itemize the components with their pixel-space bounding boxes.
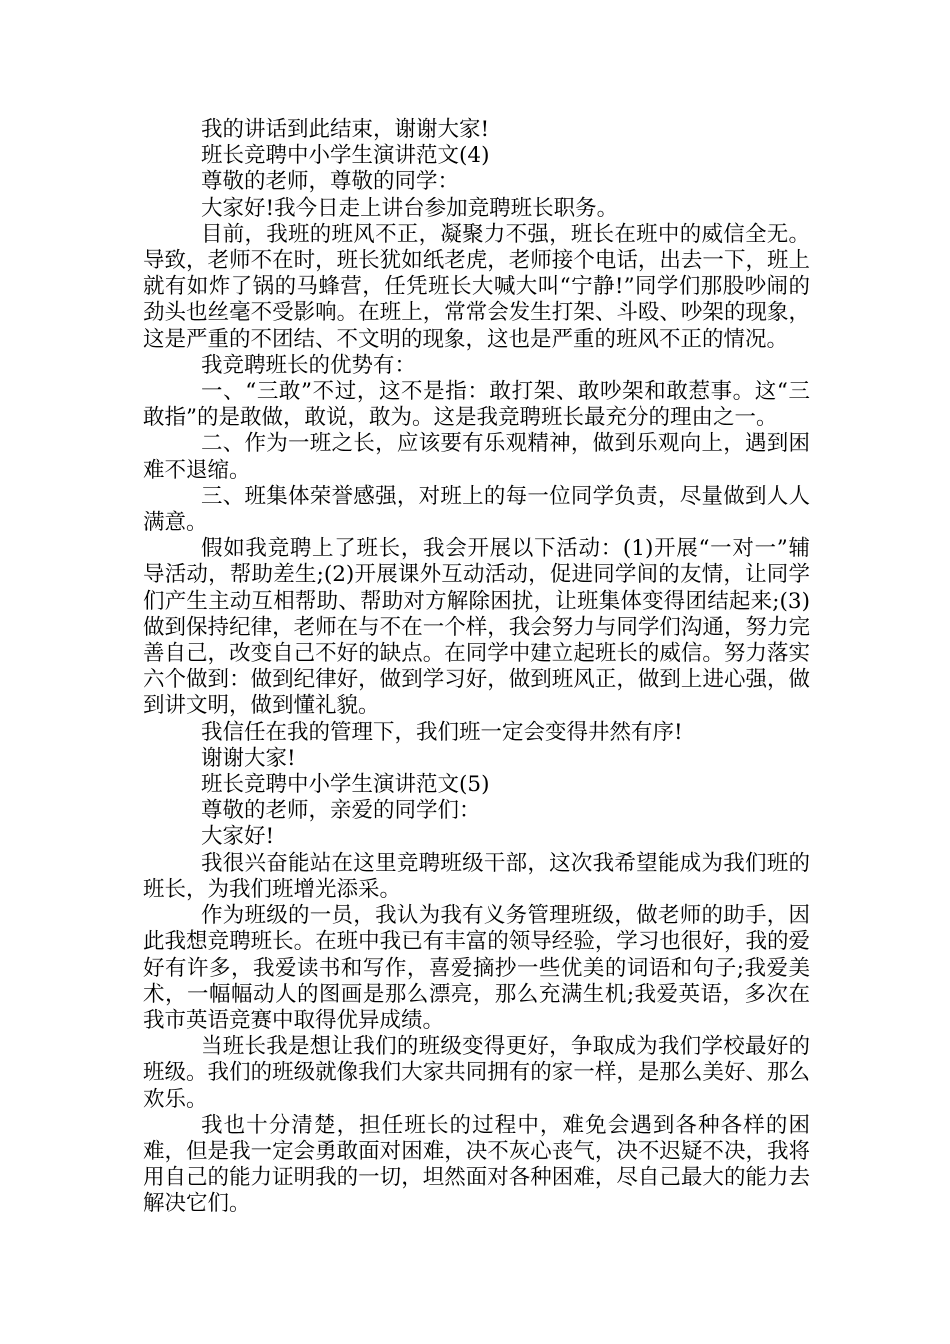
salutation: 尊敬的老师，亲爱的同学们：: [201, 798, 481, 824]
section-title-4: 班长竞聘中小学生演讲范文(4): [201, 143, 490, 169]
greeting: 大家好!我今日走上讲台参加竞聘班长职务。: [201, 195, 619, 221]
document-body: [143, 117, 810, 1218]
body-paragraph: 我很兴奋能站在这里竞聘班级干部，这次我希望能成为我们班的班长，为我们班增光添采。: [143, 850, 810, 902]
body-paragraph: 二、作为一班之长，应该要有乐观精神，做到乐观向上，遇到困难不退缩。: [143, 431, 810, 483]
greeting: 大家好!: [201, 824, 275, 850]
body-paragraph: 当班长我是想让我们的班级变得更好，争取成为我们学校最好的班级。我们的班级就像我们大家共同拥有的家一样，是那么美好、那么欢乐。: [143, 1034, 810, 1112]
body-paragraph: 我竞聘班长的优势有：: [201, 352, 417, 378]
body-paragraph: 一、“三敢”不过，这不是指：敢打架、敢吵架和敢惹事。这“三敢指”的是敢做，敢说，敢为。这是我竞聘班长最充分的理由之一。: [143, 379, 810, 431]
salutation: 尊敬的老师，尊敬的同学：: [201, 169, 460, 195]
body-paragraph: 目前，我班的班风不正，凝聚力不强，班长在班中的威信全无。导致，老师不在时，班长犹如纸老虎，老师接个电话，出去一下，班上就有如炸了锅的马蜂营，任凭班长大喊大叫“宁静!”同学们那股吵闹的劲头也丝毫不受影响。在班上，常常会发生打架、斗殴、吵架的现象，这是严重的不团结、不文明的现象，这也是严重的班风不正的情况。: [143, 221, 810, 352]
thanks-line: 谢谢大家!: [201, 745, 296, 771]
body-paragraph: 我信任在我的管理下，我们班一定会变得井然有序!: [201, 719, 683, 745]
body-paragraph: 假如我竞聘上了班长，我会开展以下活动：(1)开展“一对一”辅导活动，帮助差生;(2)开展课外互动活动，促进同学间的友情，让同学们产生主动互相帮助、帮助对方解除困扰，让班集体变得团结起来;(3)做到保持纪律，老师在与不在一个样，我会努力与同学们沟通，努力完善自己，改变自己不好的缺点。在同学中建立起班长的威信。努力落实六个做到：做到纪律好，做到学习好，做到班风正，做到上进心强，做到讲文明，做到懂礼貌。: [143, 536, 810, 719]
body-paragraph: 作为班级的一员，我认为我有义务管理班级，做老师的助手，因此我想竞聘班长。在班中我已有丰富的领导经验，学习也很好，我的爱好有许多，我爱读书和写作，喜爱摘抄一些优美的词语和句子;我爱美术，一幅幅动人的图画是那么漂亮，那么充满生机;我爱英语，多次在我市英语竞赛中取得优异成绩。: [143, 903, 810, 1033]
body-paragraph: 三、班集体荣誉感强，对班上的每一位同学负责，尽量做到人人满意。: [143, 483, 810, 536]
body-paragraph: 我也十分清楚，担任班长的过程中，难免会遇到各种各样的困难，但是我一定会勇敢面对困难，决不灰心丧气，决不迟疑不决，我将用自己的能力证明我的一切，坦然面对各种困难，尽自己最大的能力去解决它们。: [143, 1112, 810, 1217]
section-title-5: 班长竞聘中小学生演讲范文(5): [201, 772, 490, 798]
closing-remark: 我的讲话到此结束，谢谢大家!: [201, 117, 490, 142]
